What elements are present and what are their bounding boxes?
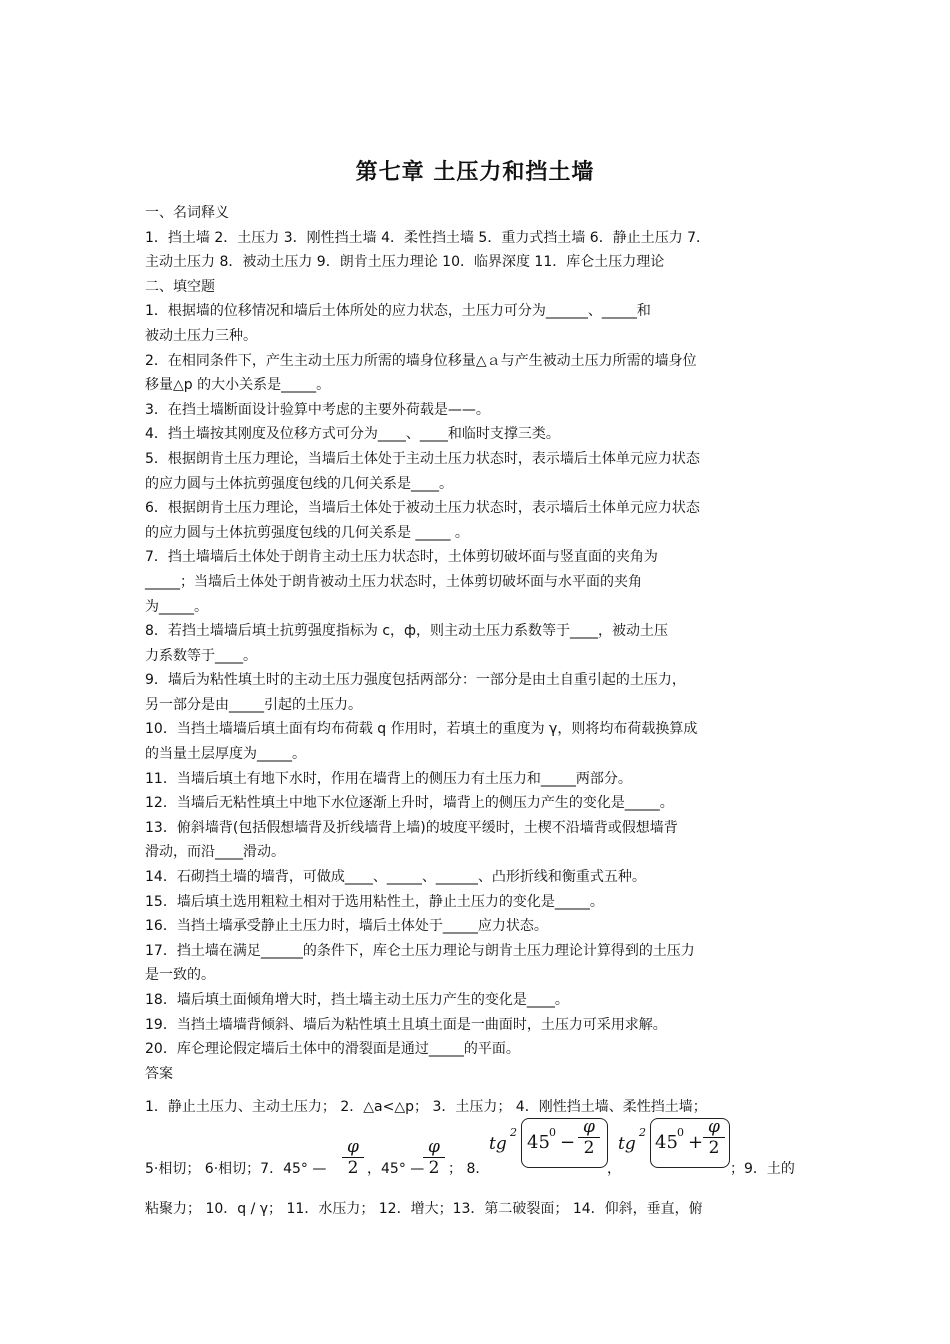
text-line: 滑动，而沿____滑动。 xyxy=(145,844,285,861)
text-line: 13．俯斜墙背(包括假想墙背及折线墙背上墙)的坡度平缓时，土楔不沿墙背或假想墙背 xyxy=(145,819,678,836)
text-line: 主动土压力 8．被动土压力 9．朗肯土压力理论 10．临界深度 11．库仑土压力理论 xyxy=(145,254,665,271)
text-line: 16．当挡土墙承受静止土压力时，墙后土体处于_____应力状态。 xyxy=(145,918,548,935)
text-line: 的当量土层厚度为_____。 xyxy=(145,746,306,763)
text-line: 1．根据墙的位移情况和墙后土体所处的应力状态，土压力可分为______、_____和 xyxy=(145,303,651,320)
text-line: 9．墙后为粘性填土时的主动土压力强度包括两部分：一部分是由土自重引起的土压力， xyxy=(145,672,686,689)
text-line: 的应力圆与土体抗剪强度包线的几何关系是____。 xyxy=(145,475,453,492)
answer-comma: ， xyxy=(607,1161,621,1177)
text-line: 答案 xyxy=(145,1065,173,1082)
text-line: 力系数等于____。 xyxy=(145,647,257,664)
answer-line-2a: 5·相切； 6·相切；7．45° — xyxy=(145,1161,327,1177)
text-line: 的应力圆与土体抗剪强度包线的几何关系是 _____ 。 xyxy=(145,524,469,541)
text-line: _____；当墙后土体处于朗肯被动土压力状态时，土体剪切破坏面与水平面的夹角 xyxy=(145,573,642,590)
fraction-phi-over-2: φ 2 xyxy=(342,1138,364,1177)
text-line: 是一致的。 xyxy=(145,967,215,984)
text-line: 二、填空题 xyxy=(145,278,215,295)
answer-line-2b: ，45° — xyxy=(367,1161,425,1177)
text-line: 17．挡土墙在满足______的条件下，库仑土压力理论与朗肯土压力理论计算得到的土压力 xyxy=(145,942,695,959)
text-line: 被动土压力三种。 xyxy=(145,327,257,344)
text-line: 14．石砌挡土墙的墙背，可做成____、_____、______、凸形折线和衡重式五种。 xyxy=(145,869,646,886)
text-line: 10．当挡土墙墙后填土面有均布荷载 q 作用时，若填土的重度为 γ，则将均布荷载换算成 xyxy=(145,721,698,738)
text-line: 8．若挡土墙墙后填土抗剪强度指标为 c，ф，则主动土压力系数等于____，被动土压 xyxy=(145,623,669,640)
text-line: 7．挡土墙墙后土体处于朗肯主动土压力状态时，土体剪切破坏面与竖直面的夹角为 xyxy=(145,549,658,566)
text-line: 19．当挡土墙墙背倾斜、墙后为粘性填土且填土面是一曲面时，土压力可采用求解。 xyxy=(145,1016,667,1033)
answer-line-2c: ； 8． xyxy=(448,1161,490,1177)
text-line: 2．在相同条件下，产生主动土压力所需的墙身位移量△ａ与产生被动土压力所需的墙身位 xyxy=(145,352,697,369)
text-line: 为_____。 xyxy=(145,598,208,615)
answer-line-2d: ；9．土的 xyxy=(730,1161,795,1177)
text-line: 3．在挡土墙断面设计验算中考虑的主要外荷载是——。 xyxy=(145,401,490,418)
answer-line-3: 粘聚力； 10．q / γ； 11．水压力； 12．增大；13．第二破裂面； 14．仰斜，垂直，俯 xyxy=(145,1201,703,1217)
text-line: 4．挡土墙按其刚度及位移方式可分为____、____和临时支撑三类。 xyxy=(145,426,560,443)
text-line: 5．根据朗肯土压力理论，当墙后土体处于主动土压力状态时，表示墙后土体单元应力状态 xyxy=(145,450,700,467)
document-body xyxy=(145,201,810,1086)
text-line: 1．挡土墙 2．土压力 3．刚性挡土墙 4．柔性挡土墙 5．重力式挡土墙 6．静止土压力 7． xyxy=(145,229,711,246)
text-line: 移量△p 的大小关系是_____。 xyxy=(145,377,331,394)
answer-line-1: 1．静止土压力、主动土压力； 2．△a<△p； 3．土压力； 4．刚性挡土墙、柔性挡土墙； xyxy=(145,1099,707,1115)
fraction-phi-over-2: φ 2 xyxy=(423,1138,445,1177)
text-line: 20．库仑理论假定墙后土体中的滑裂面是通过_____的平面。 xyxy=(145,1041,520,1058)
text-line: 一、名词释义 xyxy=(145,205,229,221)
text-line: 6．根据朗肯土压力理论，当墙后土体处于被动土压力状态时，表示墙后土体单元应力状态 xyxy=(145,500,700,517)
text-line: 18．墙后填土面倾角增大时，挡土墙主动土压力产生的变化是____。 xyxy=(145,992,569,1008)
text-line: 另一部分是由_____引起的土压力。 xyxy=(145,696,362,713)
text-line: 15．墙后填土选用粗粒土相对于选用粘性土，静止土压力的变化是_____。 xyxy=(145,893,604,910)
document-page: 第七章 土压力和挡土墙 一、名词释义 1．挡土墙 2．土压力 3．刚性挡土墙 4．柔性挡土墙 5．重力式挡土墙 6．静止土压力 7． 主动土压力 8．被动土压力 9．朗肯土压力理论 10．临界深度 11．库仑土压力理论 二、填空题 1．根据墙的位移情况和墙后土体所处的应力状态，土压力可分为______、_____和 被动土压力三种。 2．在相同条件下，产生主动土压力所需的墙身位移量△ａ与产生被动土压力所需的墙身位 移量△p 的大小关系是_____。 3．在挡土墙断面设计验算中考虑的主要外荷载是——。 4．挡土墙按其刚度及位移方式可分为____、____和临时支撑三类。 5．根据朗肯土压力理论，当墙后土体处于主动土压力状态时，表示墙后土体单元应力状态 的应力圆与土体抗剪强度包线的几何关系是____。 6．根据朗肯土压力理论，当墙后土体处于被动土压力状态时，表示墙后土体单元应力状态 的应力圆与土体抗剪强度包线的几何关系是 _____ 。 7．挡土墙墙后土体处于朗肯主动土压力状态时，土体剪切破坏面与竖直面的夹角为 _____；当墙后土体处于朗肯被动土压力状态时，土体剪切破坏面与水平面的夹角 为_____。 8．若挡土墙墙后填土抗剪强度指标为 c，ф，则主动土压力系数等于____，被动土压 力系数等于____。 9．墙后为粘性填土时的主动土压力强度包括两部分：一部分是由土自重引起的土压力， 另一部分是由_____引起的土压力。 10．当挡土墙墙后填土面有均布荷载 q 作用时，若填土的重度为 γ，则将均布荷载换算成 的当量土层厚度为_____。 11．当墙后填土有地下水时，作用在墙背上的侧压力有土压力和_____两部分。 12．当墙后无粘性填土中地下水位逐渐上升时，墙背上的侧压力产生的变化是_____。 13．俯斜墙背(包括假想墙背及折线墙背上墙)的坡度平缓时，土楔不沿墙背或假想墙背 滑动，而沿____滑动。 14．石砌挡土墙的墙背，可做成____、_____、______、凸形折线和衡重式五种。 15．墙后填土选用粗粒土相对于选用粘性土，静止土压力的变化是_____。 16．当挡土墙承受静止土压力时，墙后土体处于_____应力状态。 17．挡土墙在满足______的条件下，库仑土压力理论与朗肯土压力理论计算得到的土压力 是一致的。 18．墙后填土面倾角增大时，挡土墙主动土压力产生的变化是____。 19．当挡土墙墙背倾斜、墙后为粘性填土且填土面是一曲面时，土压力可采用求解。 20．库仑理论假定墙后土体中的滑裂面是通过_____的平面。 答案 1．静止土压力、主动土压力； 2．△a<△p； 3．土压力； 4．刚性挡土墙、柔性挡土墙； 5·相切； 6·相切；7．45° — φ 2 ，45° — φ 2 ； 8． tg 2 45 0 − φ 2 ， tg 2 45 0 + φ 2 ；9．土的 粘聚力； 10．q / γ； 11．水压力； 12．增大；13．第二破裂面； 14．仰斜，垂直，俯 xyxy=(0,0,950,1344)
page-title: 第七章 土压力和挡土墙 xyxy=(355,160,595,185)
text-line: 11．当墙后填土有地下水时，作用在墙背上的侧压力有土压力和_____两部分。 xyxy=(145,770,632,787)
text-line: 12．当墙后无粘性填土中地下水位逐渐上升时，墙背上的侧压力产生的变化是_____。 xyxy=(145,795,674,812)
